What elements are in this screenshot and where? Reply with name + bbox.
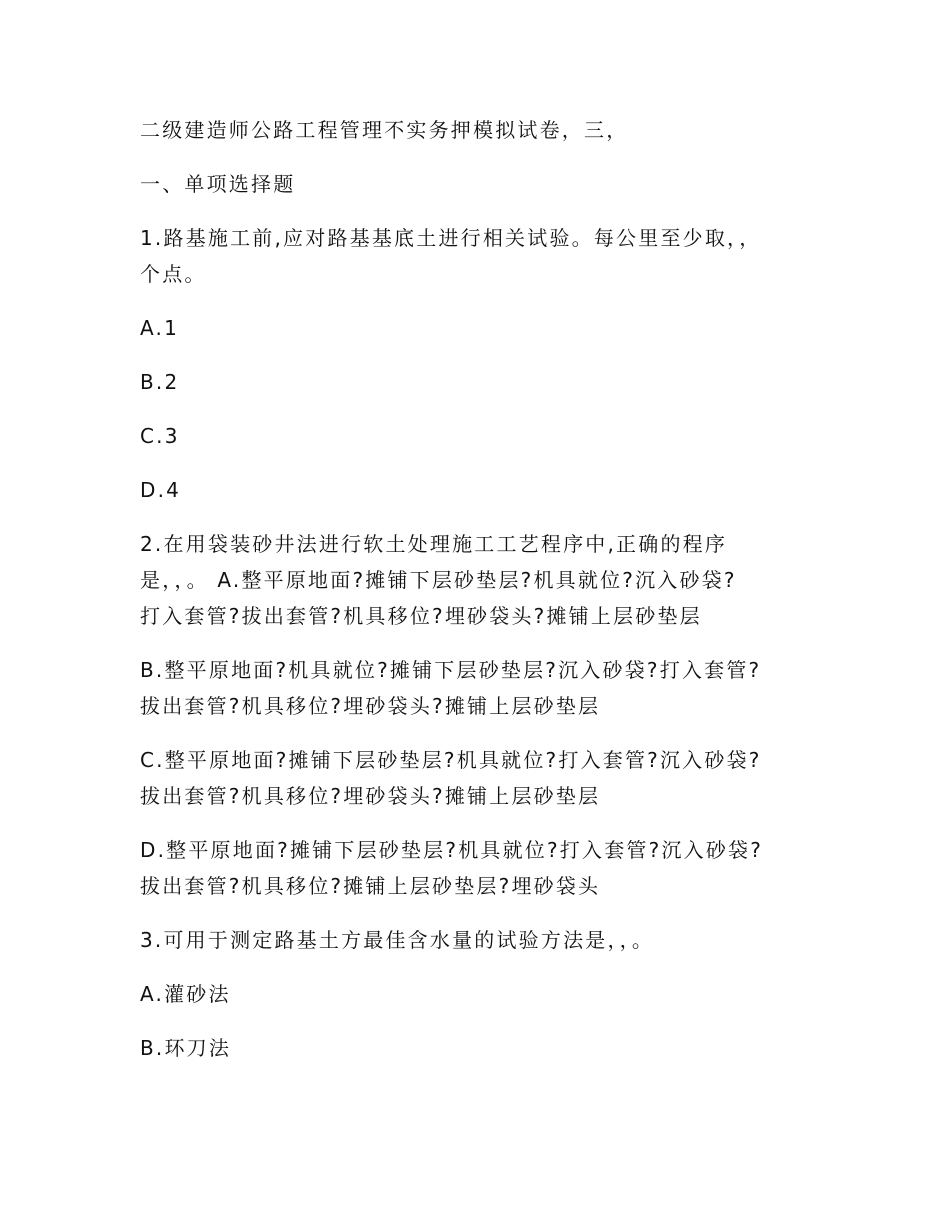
document-page: [140, 112, 840, 1084]
question-3-option-b: B.环刀法: [140, 1036, 232, 1060]
document-title: 二级建造师公路工程管理不实务押模拟试卷，三，: [140, 118, 629, 142]
question-1-option-c: C.3: [140, 424, 180, 448]
question-3-stem: 3.可用于测定路基土方最佳含水量的试验方法是，，。: [140, 928, 655, 952]
question-1-option-b: B.2: [140, 370, 180, 394]
question-2-stem: 2.在用袋装砂井法进行软土处理施工工艺程序中,正确的程序 是，，。 A.整平原地面?摊铺下层砂垫层?机具就位?沉入砂袋? 打入套管?拔出套管?机具移位?埋砂袋头?摊铺上层砂垫层: [140, 532, 737, 628]
section-heading: 一、单项选择题: [140, 172, 296, 196]
question-1-option-d: D.4: [140, 478, 182, 502]
question-3-option-a: A.灌砂法: [140, 982, 231, 1006]
question-2-option-d: D.整平原地面?摊铺下层砂垫层?机具就位?打入套管?沉入砂袋? 拔出套管?机具移位?摊铺上层砂垫层?埋砂袋头: [140, 838, 764, 898]
question-1-option-a: A.1: [140, 316, 180, 340]
question-2-option-c: C.整平原地面?摊铺下层砂垫层?机具就位?打入套管?沉入砂袋? 拔出套管?机具移位?埋砂袋头?摊铺上层砂垫层: [140, 748, 762, 808]
question-1-stem: 1.路基施工前,应对路基基底土进行相关试验。每公里至少取，， 个点。: [140, 226, 762, 286]
question-2-option-b: B.整平原地面?机具就位?摊铺下层砂垫层?沉入砂袋?打入套管? 拔出套管?机具移位?埋砂袋头?摊铺上层砂垫层: [140, 658, 762, 718]
